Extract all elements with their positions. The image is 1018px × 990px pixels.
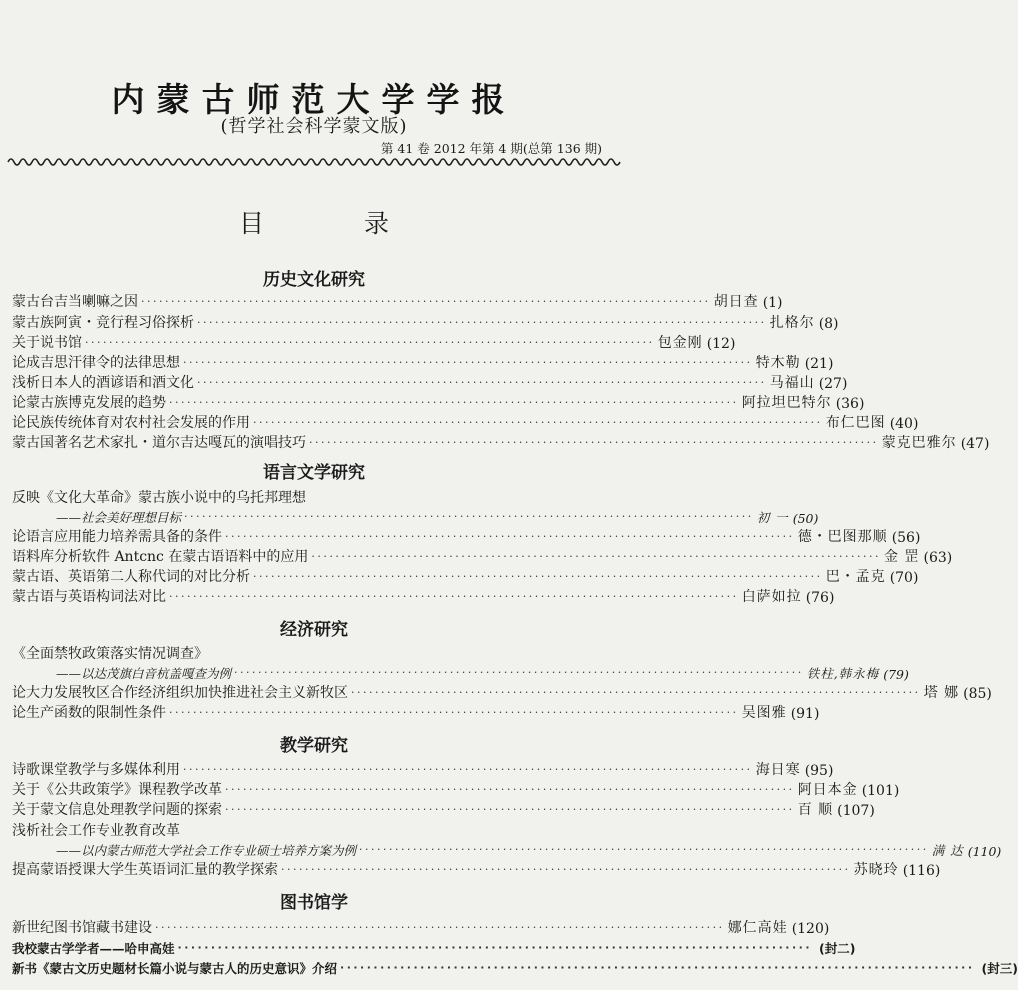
toc-entry[interactable] <box>56 507 819 526</box>
entry-author: 布仁巴图 <box>825 415 886 431</box>
leader-dots: ······························································································· <box>351 686 921 699</box>
entry-title: 蒙古语、英语第二人称代词的对比分析 <box>12 569 250 585</box>
toc-title: 目 录 <box>239 209 435 238</box>
entry-author: 娜仁高娃 <box>727 920 788 936</box>
entry-author: 特木勒 <box>755 355 801 371</box>
entry-author: 白萨如拉 <box>741 589 802 605</box>
entry-page: (85) <box>963 686 992 702</box>
entry-title: 关于说书馆 <box>12 335 82 351</box>
toc-entry[interactable] <box>12 313 839 332</box>
leader-dots: ······························································································· <box>281 863 851 876</box>
toc-entry[interactable] <box>12 393 865 412</box>
entry-author: 包金刚 <box>657 335 703 351</box>
entry-author: 满 达 <box>931 843 964 858</box>
entry-author: 马福山 <box>769 375 815 391</box>
entry-page: (107) <box>837 803 875 819</box>
toc-entry[interactable] <box>12 683 992 702</box>
leader-dots: ······························································································· <box>141 295 711 308</box>
entry-author: 蒙克巴雅尔 <box>881 435 957 451</box>
entry-page: (110) <box>967 844 1002 859</box>
toc-entry[interactable] <box>12 760 834 779</box>
toc-entry[interactable] <box>12 938 856 957</box>
entry-title: 论成吉思汗律令的法律思想 <box>12 355 180 371</box>
leader-dots: ······························································································· <box>311 550 882 563</box>
entry-page: (47) <box>960 436 990 452</box>
leader-dots: ······························································································· <box>309 436 879 449</box>
entry-author: 阿日本金 <box>797 782 858 798</box>
entry-title: 蒙古语与英语构词法对比 <box>12 589 166 605</box>
entry-subtitle: ——以达茂旗白音杭盖嘎查为例 <box>56 666 232 681</box>
leader-dots: ······························································································· <box>155 921 725 934</box>
toc-entry[interactable] <box>12 780 900 799</box>
entry-title: 蒙古台吉当喇嘛之因 <box>12 294 138 310</box>
entry-page: (1) <box>762 295 783 311</box>
entry-title: 关于蒙文信息处理教学问题的探索 <box>12 802 222 818</box>
entry-subtitle: ——以内蒙古师范大学社会工作专业硕士培养方案为例 <box>56 843 357 858</box>
toc-entry[interactable] <box>56 663 909 682</box>
entry-page: (8) <box>818 316 839 332</box>
leader-dots: ······························································································· <box>225 783 795 796</box>
leader-dots: ······························································································· <box>169 706 739 719</box>
entry-page: (封三) <box>981 961 1018 976</box>
entry-title: 论生产函数的限制性条件 <box>12 705 166 721</box>
leader-dots: ······························································································· <box>234 666 804 679</box>
leader-dots: ······························································································· <box>177 941 812 954</box>
entry-title: 浅析日本人的酒谚语和酒文化 <box>12 375 194 391</box>
entry-author: 金 罡 <box>884 549 920 565</box>
entry-author: 苏晓玲 <box>853 862 899 878</box>
leader-dots: ······························································································· <box>359 843 929 856</box>
leader-dots: ······························································································· <box>225 803 795 816</box>
entry-title: 论语言应用能力培养需具备的条件 <box>12 529 222 545</box>
leader-dots: ······························································································· <box>85 336 655 349</box>
entry-page: (40) <box>889 416 919 432</box>
entry-page: (56) <box>891 530 921 546</box>
entry-page: (76) <box>805 590 835 606</box>
issue-info: 第 41 卷 2012 年第 4 期(总第 136 期) <box>380 141 602 156</box>
leader-dots: ······························································································· <box>340 961 975 974</box>
leader-dots: ······························································································· <box>169 396 739 409</box>
entry-author: 铁柱,韩永梅 <box>806 666 880 681</box>
toc-entry[interactable] <box>12 413 919 432</box>
leader-dots: ······························································································· <box>225 530 795 543</box>
leader-dots: ······························································································· <box>253 416 823 429</box>
entry-title: 新书《蒙古文历史题材长篇小说与蒙古人的历史意识》介绍 <box>12 961 338 976</box>
toc-entry-title[interactable]: 《全面禁牧政策落实情况调查》 <box>12 646 208 662</box>
toc-entry[interactable] <box>12 587 835 606</box>
entry-title: 我校蒙古学学者——哈申高娃 <box>12 941 175 956</box>
leader-dots: ······························································································· <box>184 510 754 523</box>
entry-title: 新世纪图书馆藏书建设 <box>12 920 152 936</box>
entry-author: 海日寒 <box>755 762 801 778</box>
entry-page: (101) <box>861 783 900 799</box>
toc-entry[interactable] <box>12 433 990 452</box>
entry-author: 吴图雅 <box>741 705 787 721</box>
entry-author: 百 顺 <box>797 802 834 818</box>
entry-page: (12) <box>706 336 736 352</box>
entry-subtitle: ——社会美好理想目标 <box>56 510 182 525</box>
entry-page: (63) <box>923 550 953 566</box>
entry-author: 扎格尔 <box>769 315 815 331</box>
entry-title: 论大力发展牧区合作经济组织加快推进社会主义新牧区 <box>12 685 348 701</box>
section-heading: 图书馆学 <box>280 893 348 913</box>
entry-title: 关于《公共政策学》课程教学改革 <box>12 782 222 798</box>
section-heading: 语言文学研究 <box>263 463 365 483</box>
toc-entry-title[interactable]: 反映《文化大革命》蒙古族小说中的乌托邦理想 <box>12 490 306 506</box>
entry-title: 提高蒙语授课大学生英语词汇量的教学探索 <box>12 862 278 878</box>
entry-page: (50) <box>792 511 819 526</box>
entry-author: 德・巴图那顺 <box>797 529 888 545</box>
entry-title: 论蒙古族博克发展的趋势 <box>12 395 166 411</box>
toc-entry[interactable] <box>12 547 953 566</box>
entry-author: 巴・孟克 <box>825 569 886 585</box>
leader-dots: ······························································································· <box>183 763 753 776</box>
toc-entry[interactable] <box>12 567 919 586</box>
leader-dots: ······························································································· <box>169 590 739 603</box>
toc-entry[interactable] <box>12 958 1018 977</box>
entry-author: 胡日查 <box>713 294 759 310</box>
leader-dots: ······························································································· <box>197 316 767 329</box>
entry-author: 塔 娜 <box>923 685 960 701</box>
wavy-divider <box>8 156 620 168</box>
leader-dots: ······························································································· <box>183 356 753 369</box>
entry-page: (70) <box>889 570 919 586</box>
entry-page: (27) <box>818 376 848 392</box>
toc-entry[interactable] <box>12 353 834 372</box>
section-heading: 教学研究 <box>280 736 348 756</box>
section-heading: 经济研究 <box>280 620 348 640</box>
entry-author: 初 一 <box>756 510 789 525</box>
toc-entry[interactable] <box>12 292 783 311</box>
toc-entry[interactable] <box>12 918 830 937</box>
toc-entry[interactable] <box>12 333 736 352</box>
toc-entry[interactable] <box>56 840 1002 859</box>
entry-page: (79) <box>883 667 909 682</box>
entry-title: 蒙古国著名艺术家扎・道尔吉达嘎瓦的演唱技巧 <box>12 435 306 451</box>
toc-entry[interactable] <box>12 860 941 879</box>
entry-page: (封二) <box>819 941 856 956</box>
leader-dots: ······························································································· <box>197 376 767 389</box>
toc-entry[interactable] <box>12 373 848 392</box>
entry-page: (21) <box>804 356 834 372</box>
toc-entry[interactable] <box>12 800 875 819</box>
entry-title: 论民族传统体育对农村社会发展的作用 <box>12 415 250 431</box>
section-heading: 历史文化研究 <box>263 270 365 290</box>
entry-title: 蒙古族阿寅・竞行程习俗探析 <box>12 315 194 331</box>
entry-page: (95) <box>804 763 834 779</box>
entry-title: 诗歌课堂教学与多媒体利用 <box>12 762 180 778</box>
entry-title: 语料库分析软件 Antcnc 在蒙古语语料中的应用 <box>12 549 309 565</box>
toc-entry[interactable] <box>12 703 820 722</box>
journal-subtitle: (哲学社会科学蒙文版) <box>220 116 408 137</box>
entry-page: (36) <box>835 396 865 412</box>
toc-entry[interactable] <box>12 527 921 546</box>
journal-title: 内蒙古师范大学学报 <box>111 80 517 119</box>
entry-page: (120) <box>791 921 830 937</box>
entry-page: (91) <box>790 706 820 722</box>
entry-page: (116) <box>902 863 941 879</box>
toc-entry-title[interactable]: 浅析社会工作专业教育改革 <box>12 823 180 839</box>
leader-dots: ······························································································· <box>253 570 823 583</box>
entry-author: 阿拉坦巴特尔 <box>741 395 832 411</box>
